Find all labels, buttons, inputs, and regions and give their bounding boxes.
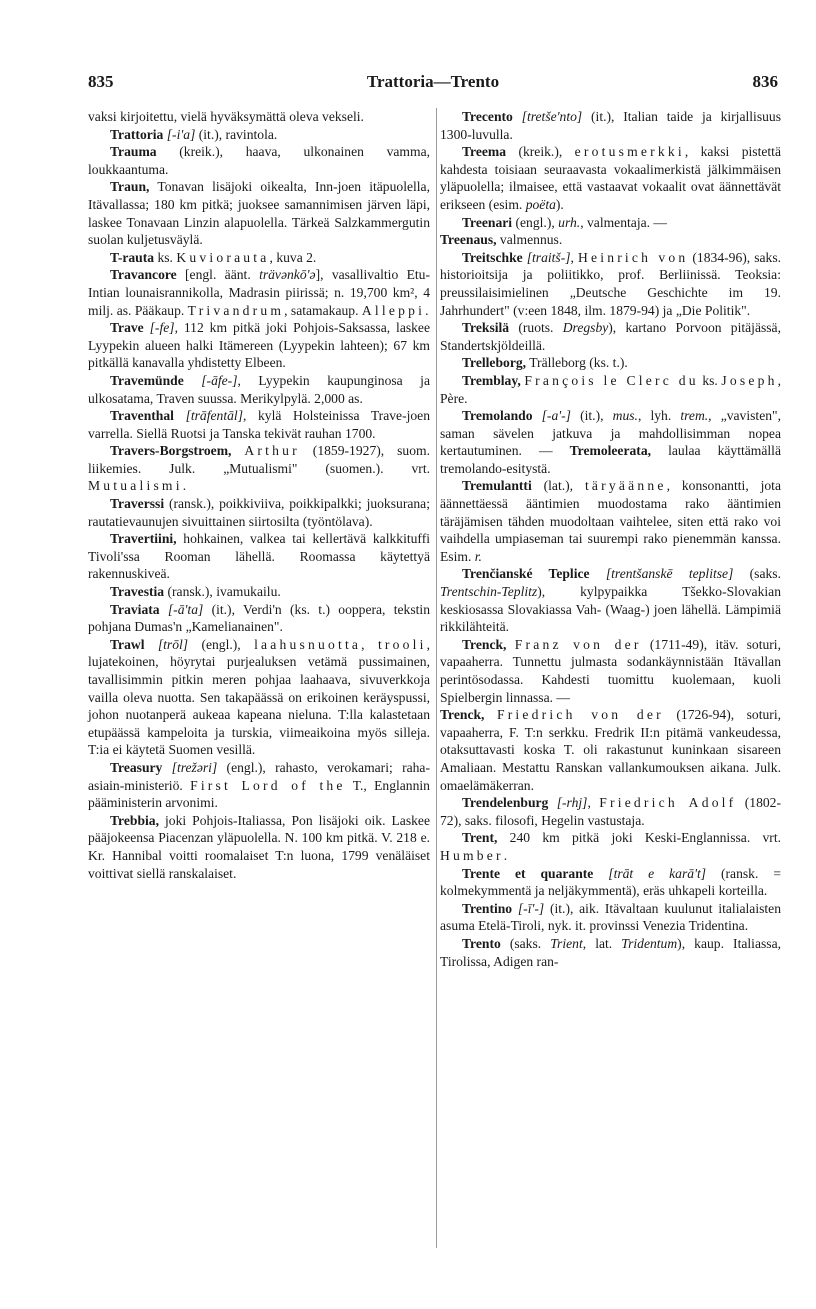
entry-text: (it.), Italian taide ja kirjallisuus 1300-luvulla. [440, 109, 781, 142]
entry-text: , [587, 795, 600, 811]
entry-text: , valmentaja. — [580, 214, 668, 230]
dictionary-entry [440, 249, 781, 319]
entry-spaced-term: erotusmerkki [574, 144, 685, 160]
entry-text [533, 408, 542, 423]
entry-text: ks. [698, 372, 722, 388]
entry-text: (1802-72), saks. filosofi, Hegelin vastustaja. [440, 795, 781, 828]
dictionary-entry [440, 865, 781, 900]
entry-text: ), kartano Porvoon pitäjässä, Standertskjöldeillä. [440, 320, 781, 353]
entry-text: (it.), Verdi'n (ks. t.) ooppera, tekstin pohjana Dumas'n „Kamelianainen". [88, 601, 430, 635]
entry-text: (1834-96), saks. historioitsija ja poliitikko, prof. Berliinissä. Teoksia: preussilaisimielinen „Deutsche Geschichte im 19. Jahrhundert" (v:een 1848, ilm. 1879-94) ja „Die Politik". [440, 249, 782, 318]
entry-text: ), kaup. Italiassa, Tirolissa, Adigen ran- [440, 935, 781, 969]
entry-headword: Treenaus, [440, 232, 497, 248]
entry-text: , Lyypekin kaupunginosa ja ulkosatama, Traven suussa. Merikylpylä. 2,000 as. [88, 372, 430, 406]
entry-headword: Traverssi [110, 496, 165, 512]
entry-text: , konsonantti, jota äännettäessä ääntimien muodostama rako ääntimien täräjämisen tähden muodoltaan vaihtelee, siten että rako voi vaihdella umpiaseman tai suurempi rako pienemmän kanssa. Esim. [440, 478, 781, 564]
dictionary-entry [88, 178, 430, 248]
running-title: Trattoria—Trento [366, 72, 500, 91]
entry-italic: [-ī'-] [517, 900, 545, 916]
page-header [88, 72, 778, 96]
entry-headword: Travertiini, [110, 531, 177, 547]
entry-spaced-term: täryäänne [584, 478, 667, 494]
entry-text [484, 707, 497, 722]
page-number-right: 836 [752, 72, 778, 91]
entry-text: (lat.), [531, 478, 585, 494]
dictionary-entry [440, 565, 781, 635]
entry-spaced-term: Arthur [244, 443, 300, 459]
dictionary-entry [440, 935, 781, 970]
entry-italic: [-a'-] [541, 408, 571, 424]
entry-text: , [361, 636, 378, 652]
entry-spaced-term: Humber [440, 847, 504, 863]
entry-spaced-term: laahusnuotta [254, 636, 362, 652]
entry-text: 240 km pitkä joki Keski-Englannissa. vrt. [497, 830, 781, 846]
dictionary-entry [440, 706, 781, 794]
entry-text: laulaa käyttämällä tremolando-esitystä. [440, 443, 781, 476]
entry-headword: Tremoleerata, [569, 443, 652, 459]
dictionary-entry [440, 829, 781, 864]
dictionary-entry [88, 530, 430, 583]
entry-text: . [425, 302, 429, 318]
dictionary-entry [440, 108, 781, 143]
entry-italic: [-ā'ta] [167, 601, 204, 617]
entry-headword: Traviata [110, 601, 160, 617]
entry-text: (ransk. = kolmekymmentä ja neljäkymmentä), eräs uhkapeli korteilla. [440, 865, 781, 899]
dictionary-entry [88, 759, 430, 812]
entry-spaced-term: trooli [377, 636, 427, 652]
entry-text: . [182, 478, 187, 494]
entry-text: vaksi kirjoitettu, vielä hyväksymättä oleva vekseli. [88, 109, 364, 124]
entry-text: [engl. äänt. [176, 267, 260, 283]
entry-text [590, 566, 606, 581]
entry-text [231, 443, 244, 458]
entry-headword: T-rauta [110, 249, 155, 265]
entry-spaced-term: First Lord of the [190, 777, 346, 793]
entry-text: , kuva 2. [269, 249, 317, 265]
entry-headword: Trelleborg, [462, 355, 527, 371]
entry-italic: [-i'a] [166, 126, 196, 142]
dictionary-entry [440, 636, 781, 706]
dictionary-entry [88, 266, 430, 319]
dictionary-entry [440, 407, 781, 477]
entry-text: (saks. [733, 566, 781, 582]
entry-spaced-term: Franz von der [514, 636, 642, 652]
dictionary-entry [88, 372, 430, 407]
dictionary-entry [88, 495, 430, 530]
entry-text: , [570, 249, 578, 265]
entry-italic: [traitš-] [526, 249, 571, 265]
entry-spaced-term: Joseph [721, 372, 778, 388]
entry-spaced-term: Heinrich von [577, 249, 689, 265]
dictionary-entry [440, 354, 781, 372]
entry-text: , „vavisten", saman sävelen jatkuva ja mahdollisimman nopea kertautuminen. — [440, 408, 781, 459]
entry-spaced-term: Friedrich von der [496, 707, 664, 723]
entry-headword: Treasury [110, 759, 163, 775]
dictionary-entry [88, 143, 430, 178]
entry-italic: urh. [558, 214, 581, 230]
entry-headword: Treitschke [462, 249, 523, 265]
entry-text: (engl.), [188, 636, 255, 652]
entry-text: (1711-49), itäv. soturi, vapaaherra. Tunnettu julmasta sodankäynnistään Itävallan perintösodassa. Kahdesti tuomittu kuolemaan, kuoli Spielbergin linnassa. — [440, 636, 781, 705]
dictionary-entry [88, 126, 430, 144]
entry-text: , kylä Holsteinissa Trave-joen varrella. Siellä Ruotsi ja Tanska tekivät rauhan 1700. [88, 408, 430, 441]
entry-italic: trävənkō'ə [259, 267, 316, 283]
entry-italic: r. [474, 548, 482, 564]
entry-headword: Travers-Borgstroem, [110, 443, 232, 459]
dictionary-entry [88, 442, 430, 495]
entry-headword: Trauma [110, 144, 157, 160]
entry-text: valmennus. [496, 232, 563, 248]
entry-headword: Trenčianské Teplice [462, 566, 590, 582]
entry-headword: Traun, [110, 179, 150, 195]
entry-spaced-term: Kuviorauta [176, 249, 270, 265]
right-column [440, 108, 781, 970]
entry-italic: [-rhj] [556, 795, 588, 811]
entry-text: , 112 km pitkä joki Pohjois-Saksassa, laskee Lyypekin alueen halki Itämereen (Lyypekin lahteen); 67 km pitkällä kanavalla yhdistetty Elbeen. [88, 320, 431, 371]
entry-italic: Trentschin-Teplitz [440, 584, 538, 600]
dictionary-entry [88, 601, 430, 636]
entry-text: (kreik.), haava, ulkonainen vamma, loukkaantuma. [88, 144, 430, 177]
dictionary-entry [88, 319, 430, 372]
entry-text: Trälleborg (ks. t.). [526, 355, 628, 371]
entry-text: ], vasallivaltio Etu-Intian lounaisrannikolla, Madrasin piirissä; n. 19,700 km², 4 milj. as. Pääkaup. [88, 267, 430, 318]
entry-text [162, 760, 171, 775]
entry-italic: [trežəri] [171, 759, 218, 775]
entry-text: (it.), aik. Itävaltaan kuulunut italialaisten asuma Etelä-Tiroli, nyk. it. provinssi Venezia Tridentina. [440, 900, 781, 934]
entry-italic: poëta [525, 196, 556, 212]
entry-italic: mus. [612, 408, 638, 424]
entry-headword: Tremulantti [462, 478, 532, 494]
entry-text: joki Pohjois-Italiassa, Pon lisäjoki oik. Laskee pääjokeensa Piacenzan yläpuolella. N. 100 km pitkä. V. 218 e. Kr. Hannibal voitti roomalaiset T:n luona, 1799 venäläiset voittivat siellä ranskalaiset. [88, 812, 430, 881]
entry-text [593, 866, 608, 881]
entry-headword: Trente et quarante [462, 865, 594, 881]
entry-text [548, 795, 556, 810]
entry-text: , kaksi pistettä kahdesta toisiaan seuraavasta vokaalimerkistä jälkimmäisen yläpuolella; ilmaisee, että vastaavat vokaalit ovat äännettävät erikseen (esim. [440, 144, 781, 212]
entry-text: . [503, 847, 508, 863]
entry-text: ). [555, 196, 564, 212]
entry-headword: Trendelenburg [462, 795, 549, 811]
dictionary-entry [88, 249, 430, 267]
entry-italic: [-fe] [149, 320, 175, 336]
entry-headword: Treema [462, 144, 507, 160]
entry-text: , lujatekoinen, höyrytai purjealuksen vetämä pussimainen, tavallisimmin pitkin meren pohjaa laahaava, sivuverkkoja vailla oleva nuotta. Sen takapäässä on erikoinen keräyspussi, johon nuotanperä aukeaa kapeana nieluna. T:lla kalastetaan etupäässä kampeloita ja turskia, viimeaikoina myös silleja. T:ia ei käytetä Suomen vesillä. [88, 636, 430, 758]
entry-italic: [trāfentāl] [185, 408, 243, 424]
entry-text: , satamakaup. [284, 302, 362, 318]
entry-headword: Trave [110, 320, 144, 336]
dictionary-entry [440, 900, 781, 935]
entry-text: (engl.), rahasto, verokamari; raha-asiain-ministeriö. [88, 759, 430, 793]
entry-italic: Dregsby [562, 320, 609, 336]
entry-headword: Tremolando [462, 408, 533, 424]
entry-headword: Trebbia, [110, 812, 159, 828]
entry-headword: Trenck, [440, 707, 485, 723]
dictionary-entry [440, 794, 781, 829]
entry-headword: Trent, [462, 830, 498, 846]
entry-text: , lat. [582, 935, 622, 951]
entry-italic: [trentšanskē teplitse] [605, 566, 734, 582]
entry-headword: Trattoria [110, 126, 164, 142]
entry-text: (ransk.), ivamukailu. [164, 584, 281, 600]
entry-headword: Trentino [462, 900, 513, 916]
entry-text: (engl.), [512, 214, 559, 230]
dictionary-entry [440, 319, 781, 354]
entry-headword: Tremblay, [462, 372, 521, 388]
entry-headword: Treksilä [462, 320, 510, 336]
entry-spaced-term: Trivandrum [187, 302, 285, 318]
entry-spaced-term: Alleppi [361, 302, 426, 318]
entry-text [184, 373, 201, 388]
entry-text: (ruots. [509, 320, 563, 336]
entry-text: (it.), [570, 408, 613, 424]
entry-text [506, 637, 514, 652]
entry-text [174, 408, 186, 423]
entry-spaced-term: François le Clerc du [524, 372, 699, 388]
entry-text: , lyh. [637, 408, 681, 424]
dictionary-entry [440, 477, 781, 565]
page-number-left: 835 [88, 72, 114, 91]
entry-headword: Traventhal [110, 408, 174, 424]
dictionary-entry [88, 812, 430, 882]
entry-italic: trem. [680, 408, 709, 424]
entry-text: ks. [154, 249, 177, 265]
entry-headword: Treenari [462, 214, 513, 230]
dictionary-entry [440, 231, 781, 249]
entry-text: (it.), ravintola. [195, 126, 278, 142]
entry-headword: Travancore [110, 267, 177, 283]
entry-italic: [trāt e karā't] [608, 865, 707, 881]
entry-italic: Trient [550, 935, 583, 951]
dictionary-entry [88, 407, 430, 442]
dictionary-entry [88, 636, 430, 759]
dictionary-entry [440, 214, 781, 232]
entry-headword: Trawl [110, 636, 145, 652]
entry-headword: Travestia [110, 584, 165, 600]
column-divider [436, 108, 437, 1248]
entry-spaced-term: Friedrich Adolf [599, 795, 737, 811]
entry-text: (1859-1927), suom. liikemies. Julk. „Mutualismi" (suomen.). vrt. [88, 443, 430, 476]
entry-text: (1726-94), soturi, vapaaherra, F. T:n serkku. Fredrik II:n pitämä vankeudessa, otaksuttavasti koska T. oli rakastunut kuninkaan sisareen Amaliaan. Mestattu Ranskan vallankumouksen aikana. Julk. omaelämäkerran. [440, 707, 782, 793]
dictionary-entry [88, 583, 430, 601]
entry-text: ), kylpypaikka Tšekko-Slovakian keskiosassa Slovakiassa Vah- (Waag-) joen lähellä. Lämpimiä rikkilähteitä. [440, 584, 781, 635]
entry-italic: Tridentum [621, 935, 678, 951]
entry-text [144, 637, 157, 652]
entry-text: (kreik.), [506, 144, 575, 160]
entry-headword: Trento [462, 935, 501, 951]
entry-italic: [tretše'nto] [521, 109, 583, 124]
dictionary-entry [440, 372, 781, 407]
entry-spaced-term: Mutualismi [88, 478, 183, 494]
left-column [88, 108, 430, 882]
dictionary-entry [88, 108, 430, 126]
entry-headword: Trenck, [462, 636, 507, 652]
entry-text: (saks. [500, 935, 551, 951]
entry-italic: [-āfe-] [201, 372, 238, 388]
entry-text: T., Englannin pääministerin arvonimi. [88, 777, 430, 811]
entry-text: hohkainen, valkea tai kellertävä kalkkituffi Tivoli'ssa Rooman lähellä. Roomassa käytettyä rakennuskiveä. [88, 531, 430, 582]
entry-text: (ransk.), poikkiviiva, poikkipalkki; juoksurana; rautatievaunujen sivuittainen siirtosilta (työntölava). [88, 496, 430, 529]
entry-headword: Trecento [462, 109, 513, 124]
entry-text [513, 109, 522, 124]
entry-headword: Travemünde [110, 372, 184, 388]
entry-text: , Père. [440, 372, 781, 406]
dictionary-entry [440, 143, 781, 213]
entry-italic: [trōl] [157, 636, 189, 652]
entry-text [160, 602, 168, 617]
entry-text: Tonavan lisäjoki oikealta, Inn-joen itäpuolella, Itävallassa; 180 km pitkä; juoksee samannimisen järven läpi, laskee Tonavaan Linzin alapuolella. Tärkeä Salzkammergutin suolan kuljetusväylä. [88, 179, 430, 248]
